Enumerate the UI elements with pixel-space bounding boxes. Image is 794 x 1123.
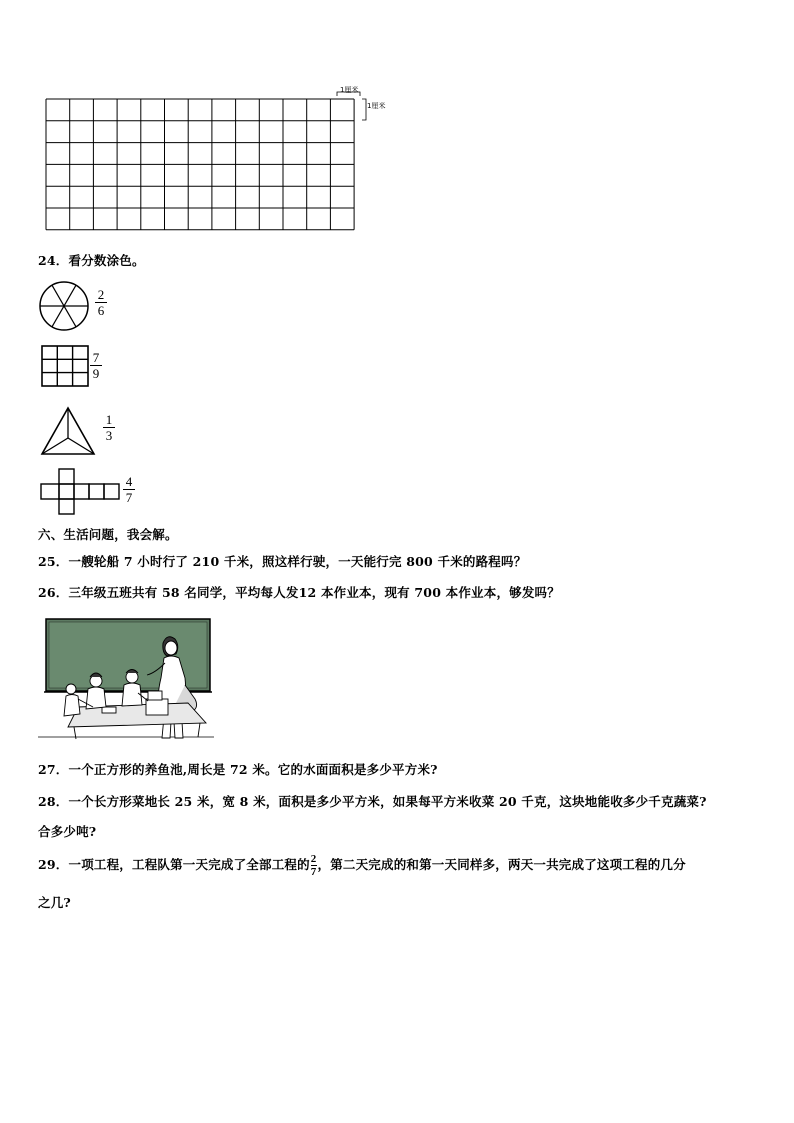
q29-text-after: ，第二天完成的和第一天同样多，两天一共完成了这项工程的几分 xyxy=(317,857,686,872)
denominator: 7 xyxy=(125,490,133,505)
fraction-4-7 xyxy=(122,474,136,505)
denominator: 9 xyxy=(92,366,100,381)
denominator: 7 xyxy=(310,866,317,878)
cross-seven-squares-figure xyxy=(40,468,122,516)
fraction-2-6 xyxy=(94,287,108,318)
fraction-7-9 xyxy=(89,350,103,381)
q29-line1 xyxy=(38,852,686,878)
section-six-heading: 六、生活问题，我会解。 xyxy=(38,527,178,542)
q25-text: 25．一艘轮船 7 小时行了 210 千米，照这样行驶，一天能行完 800 千米的路程吗？ xyxy=(38,554,527,569)
numerator: 4 xyxy=(125,474,133,489)
unit-height-bracket xyxy=(362,99,366,120)
fraction-1-3 xyxy=(102,412,116,443)
triangle-three-parts-figure xyxy=(40,406,96,456)
numerator: 1 xyxy=(105,412,113,427)
square-grid xyxy=(40,82,390,232)
classroom-illustration xyxy=(38,615,214,745)
numerator: 2 xyxy=(97,287,105,302)
numerator: 2 xyxy=(310,853,317,865)
numerator: 7 xyxy=(92,350,100,365)
denominator: 3 xyxy=(105,428,113,443)
q26-text: 26．三年级五班共有 58 名同学，平均每人发12 本作业本，现有 700 本作业本，够发吗？ xyxy=(38,585,560,600)
q28-line1: 28．一个长方形菜地长 25 米，宽 8 米，面积是多少平方米，如果每平方米收菜 20 千克，这块地能收多少千克蔬菜? xyxy=(38,794,707,809)
q29-line2: 之几? xyxy=(38,895,71,910)
q29-fraction xyxy=(311,853,317,878)
square-nine-grid-figure xyxy=(41,345,89,387)
q28-line2: 合多少吨? xyxy=(38,824,97,839)
q29-text-before: 29．一项工程，工程队第一天完成了全部工程的 xyxy=(38,857,310,872)
denominator: 6 xyxy=(97,303,105,318)
q27-text: 27．一个正方形的养鱼池,周长是 72 米。它的水面面积是多少平方米? xyxy=(38,762,438,777)
unit-width-label: 1厘米 xyxy=(340,86,359,94)
unit-height-label: 1厘米 xyxy=(367,102,386,110)
circle-six-sectors-figure xyxy=(38,280,90,332)
q24-text: 24．看分数涂色。 xyxy=(38,253,145,268)
